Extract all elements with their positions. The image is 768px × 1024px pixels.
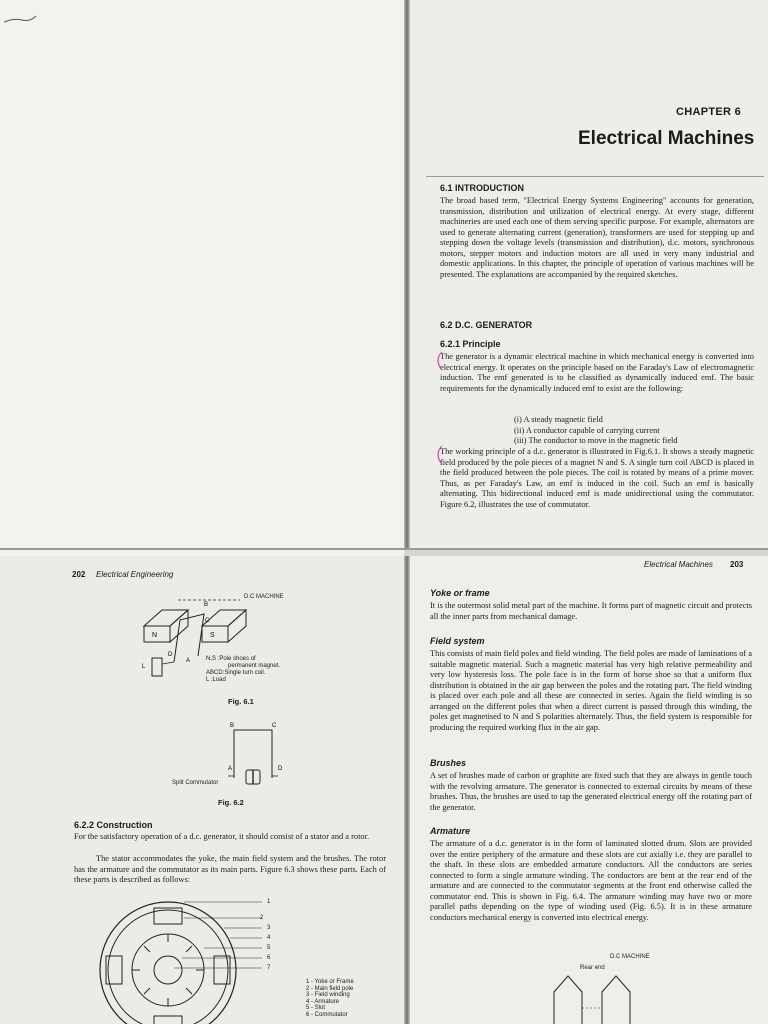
figure-6-1-note: permanent magnet.: [228, 663, 281, 669]
svg-text:C: C: [205, 618, 210, 624]
figure-6-3-callout-number: 6: [267, 955, 271, 961]
heading-armature: Armature: [430, 826, 471, 836]
page-edge: [0, 548, 404, 550]
chapter-title: Electrical Machines: [578, 128, 755, 149]
figure-6-3-callout-number: 5: [267, 945, 271, 951]
page-number: 203: [730, 560, 744, 569]
subsection-heading-principle: 6.2.1 Principle: [440, 339, 501, 349]
legend-item: 6 - Commutator: [306, 1011, 348, 1018]
running-head: Electrical Engineering: [96, 570, 174, 579]
figure-6-1-drawing: [128, 592, 308, 702]
pink-bracket-mark: [431, 444, 445, 466]
yoke-paragraph: It is the outermost solid metal part of the machine. It forms part of magnetic circuit and protects all the inner parts from mechanical damage.: [430, 601, 752, 621]
svg-text:D: D: [278, 766, 283, 772]
figure-6-4-drawing: [544, 968, 664, 1024]
legend-item: 1 - Yoke or Frame: [306, 979, 354, 985]
figure-6-3-callout-number: 4: [267, 935, 271, 941]
svg-text:L: L: [142, 664, 146, 670]
page-gap: [404, 550, 768, 556]
section-heading-dc-generator: 6.2 D.C. GENERATOR: [440, 320, 533, 330]
heading-brushes: Brushes: [430, 758, 467, 768]
running-head: Electrical Machines: [644, 560, 713, 569]
figure-6-1-title: D.C MACHINE: [244, 594, 284, 600]
page-number: 202: [72, 570, 86, 579]
figure-6-1-caption: Fig. 6.1: [228, 697, 254, 706]
page-202: [0, 556, 404, 1024]
construction-paragraph-2: The stator accommodates the yoke, the main field system and the brushes. The rotor has the armature and the commutator as its main parts. Figure 6.3 shows these parts. Each of these parts is described as follows:: [74, 854, 386, 884]
page-203: [404, 556, 768, 1024]
chapter-label: CHAPTER 6: [676, 106, 742, 118]
svg-text:C: C: [272, 723, 277, 729]
field-system-paragraph: This consists of main field poles and field winding. The field poles are made of laminations of a suitable magnetic material. Such a magnetic material has very high relative permeability and very low hysteresis loss. The pole face is in the form of horse shoe so that a uniform flux distribution is obtained in the air gap between the poles and the rotating part. The field winding is placed over each pole and all these are connected in series. Again the field winding is so arranged on the different poles that when a direct current is passed through this winding, the poles get magnetised to N and S polarities alternately. Thus, the field system is responsible for producing the required working flux in the air gap.: [430, 649, 752, 732]
legend-item: 2 - Main field pole: [306, 985, 354, 992]
binding-spine: [404, 0, 410, 556]
figure-6-3-legend: [306, 979, 354, 1019]
figure-6-3-callout-number: 3: [267, 925, 271, 931]
title-rule: [426, 176, 764, 177]
figure-6-4-rear-end-label: Rear end: [580, 965, 605, 971]
figure-6-3-callout-number: 7: [267, 965, 271, 971]
heading-yoke: Yoke or frame: [430, 588, 490, 598]
figure-6-1-note: ABCD:Single turn coil.: [206, 670, 266, 676]
figure-6-2-caption: Fig. 6.2: [218, 798, 244, 807]
requirement-item: (iii) The conductor to move in the magnetic field: [514, 436, 678, 445]
svg-text:A: A: [186, 658, 191, 664]
blank-page: [0, 0, 404, 556]
heading-field-system: Field system: [430, 636, 485, 646]
section-heading-construction: 6.2.2 Construction: [74, 820, 153, 830]
legend-item: 4 - Armature: [306, 998, 340, 1005]
requirement-item: (i) A steady magnetic field: [514, 415, 603, 424]
introduction-paragraph: The broad based term, "Electrical Energy Systems Engineering" accounts for generation, transmission, distribution and utilization of electrical energy. At every stage, different machineries are used each one of them serving specific purpose. For example, alternators are used to generate alternating current (generation), transformers are used for stepping up and stepping down the voltage levels (transmission and distribution), d.c. motors, synchronous motors, stepper motors and induction motors are all used in very many industrial and domestic applications. In this chapter, the principle of operation of various machines will be presented. The explanations are accompanied by the required sketches.: [440, 196, 754, 279]
section-heading-introduction: 6.1 INTRODUCTION: [440, 183, 525, 193]
figure-6-3-callout-number: 2: [260, 915, 264, 921]
pen-scribble: [0, 4, 60, 34]
armature-paragraph: The armature of a d.c. generator is in the form of laminated slotted drum. Slots are provided over the entire periphery of the armature and these slots are cut axially i.e. they are parallel to the shaft. In these slots are embedded armature conductors. All the conductors are series connected to form a single armature winding. The conductors are bent at the rear end of the armature and are connected to the commutator segments at the front end otherwise called the commutator end. This is shown in Fig. 6.4. The armature winding may have two or more parallel paths depending on the type of winding used (Fig. 6.5). It is in these armature conductors mechanical energy is converted into electrical energy.: [430, 839, 752, 922]
figure-6-1-note: L :Load: [206, 677, 226, 683]
legend-item: 5 - Slot: [306, 1005, 326, 1012]
requirements-list: [514, 415, 678, 447]
principle-paragraph: The generator is a dynamic electrical machine in which mechanical energy is converted into electrical energy. It operates on the principle based on the Faraday's Law of electromagnetic induction. The emf generated is to be classified as dynamically induced emf. The basic requirements for the dynamically induced emf to exist are the following:: [440, 352, 754, 393]
figure-6-3-callout-number: 1: [267, 899, 271, 905]
svg-text:D: D: [168, 652, 173, 658]
figure-6-1-note: N,S :Pole shoes of: [206, 656, 256, 662]
brushes-paragraph: A set of brushes made of carbon or graphite are fixed such that they are always in gentle touch with the revolving armature. The generator is connected to external circuits by means of these brushes. Thus, the brushes are used to tap the generated electrical energy off the rotating part of the generator.: [430, 771, 752, 812]
requirement-item: (ii) A conductor capable of carrying current: [514, 425, 660, 435]
svg-text:S: S: [210, 632, 215, 639]
working-principle-paragraph: The working principle of a d.c. generator is illustrated in Fig.6.1. It shows a steady magnetic field produced by the pole pieces of a magnet N and S. A single turn coil ABCD is placed in the field produced between the pole pieces. The coil is rotated by means of a prime mover. Thus, as per Faraday's Law, an emf is induced in the coil. Such an emf is basically alternating. This bidirectional induced emf is made unidirectional using the commutator. Figure 6.2, illustrates the use of commutator.: [440, 447, 754, 509]
chapter-opening-page: [404, 0, 768, 556]
construction-paragraph-1: For the satisfactory operation of a d.c. generator, it should consist of a stator and a rotor.: [74, 832, 370, 841]
pink-bracket-mark: [431, 350, 445, 372]
svg-text:B: B: [230, 723, 235, 729]
figure-6-4-title: D.C MACHINE: [610, 954, 650, 960]
legend-item: 3 - Field winding: [306, 992, 350, 999]
figure-6-3-drawing: [84, 894, 284, 1024]
figure-6-2-drawing: [220, 718, 310, 796]
figure-6-2-split-commutator-label: Split Commutator: [172, 780, 219, 786]
svg-text:B: B: [204, 602, 209, 608]
svg-text:A: A: [228, 766, 233, 772]
svg-text:N: N: [152, 632, 158, 639]
binding-spine: [404, 556, 410, 1024]
